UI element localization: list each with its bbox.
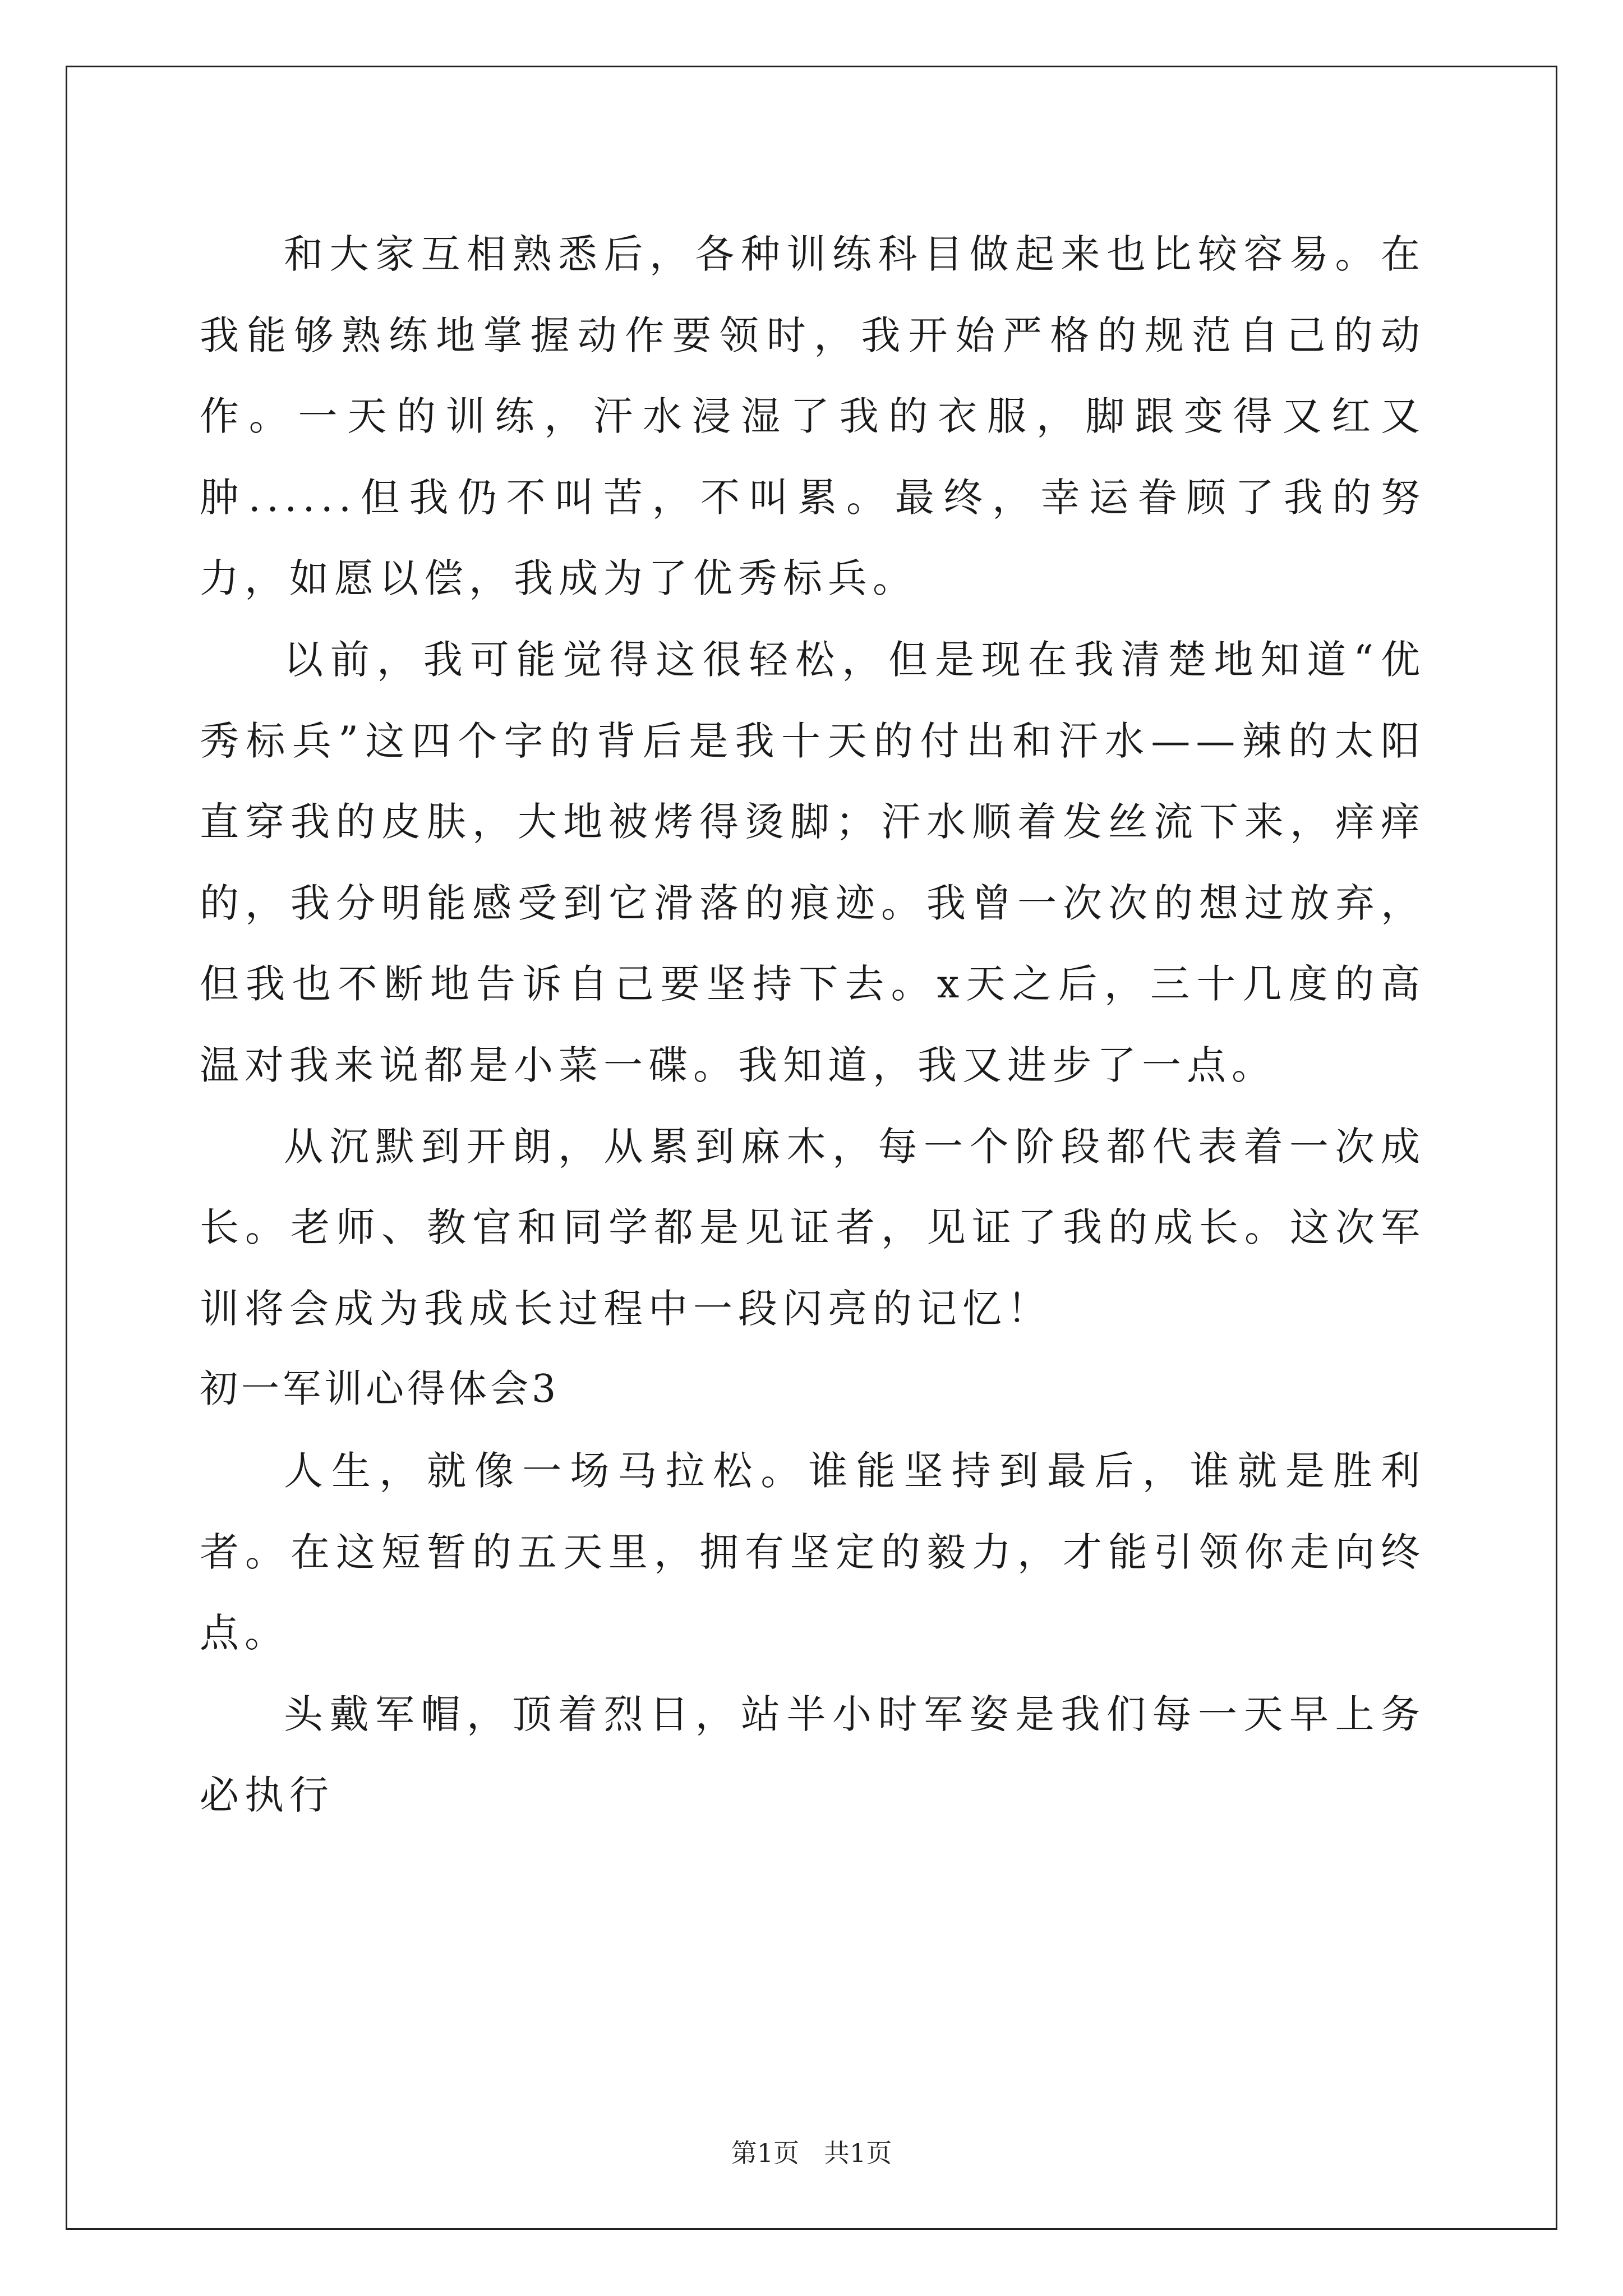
page-footer: [0, 2136, 1623, 2170]
page-number: 第1页: [731, 2138, 800, 2168]
paragraph-4: 人生，就像一场马拉松。谁能坚持到最后，谁就是胜利者。在这短暂的五天里，拥有坚定的毅力，才能引领你走向终点。: [200, 1447, 1426, 1657]
section-heading: 初一军训心得体会3: [200, 1367, 560, 1412]
page-total: 共1页: [823, 2138, 892, 2168]
paragraph-1: 和大家互相熟悉后，各种训练科目做起来也比较容易。在我能够熟练地掌握动作要领时，我开始严格的规范自己的动作。一天的训练，汗水浸湿了我的衣服，脚跟变得又红又肿......但我仍不叫苦，不叫累。最终，幸运眷顾了我的努力，如愿以偿，我成为了优秀标兵。: [200, 231, 1426, 602]
paragraph-2: 以前，我可能觉得这很轻松，但是现在我清楚地知道“优秀标兵”这四个字的背后是我十天的付出和汗水——辣的太阳直穿我的皮肤，大地被烤得烫脚；汗水顺着发丝流下来，痒痒的，我分明能感受到它滑落的痕迹。我曾一次次的想过放弃，但我也不断地告诉自己要坚持下去。x天之后，三十几度的高温对我来说都是小菜一碟。我知道，我又进步了一点。: [200, 636, 1426, 1088]
paragraph-3: 从沉默到开朗，从累到麻木，每一个阶段都代表着一次成长。老师、教官和同学都是见证者，见证了我的成长。这次军训将会成为我成长过程中一段闪亮的记忆！: [200, 1123, 1426, 1332]
document-body: [200, 214, 1426, 1836]
paragraph-5: 头戴军帽，顶着烈日，站半小时军姿是我们每一天早上务必执行: [200, 1691, 1426, 1819]
